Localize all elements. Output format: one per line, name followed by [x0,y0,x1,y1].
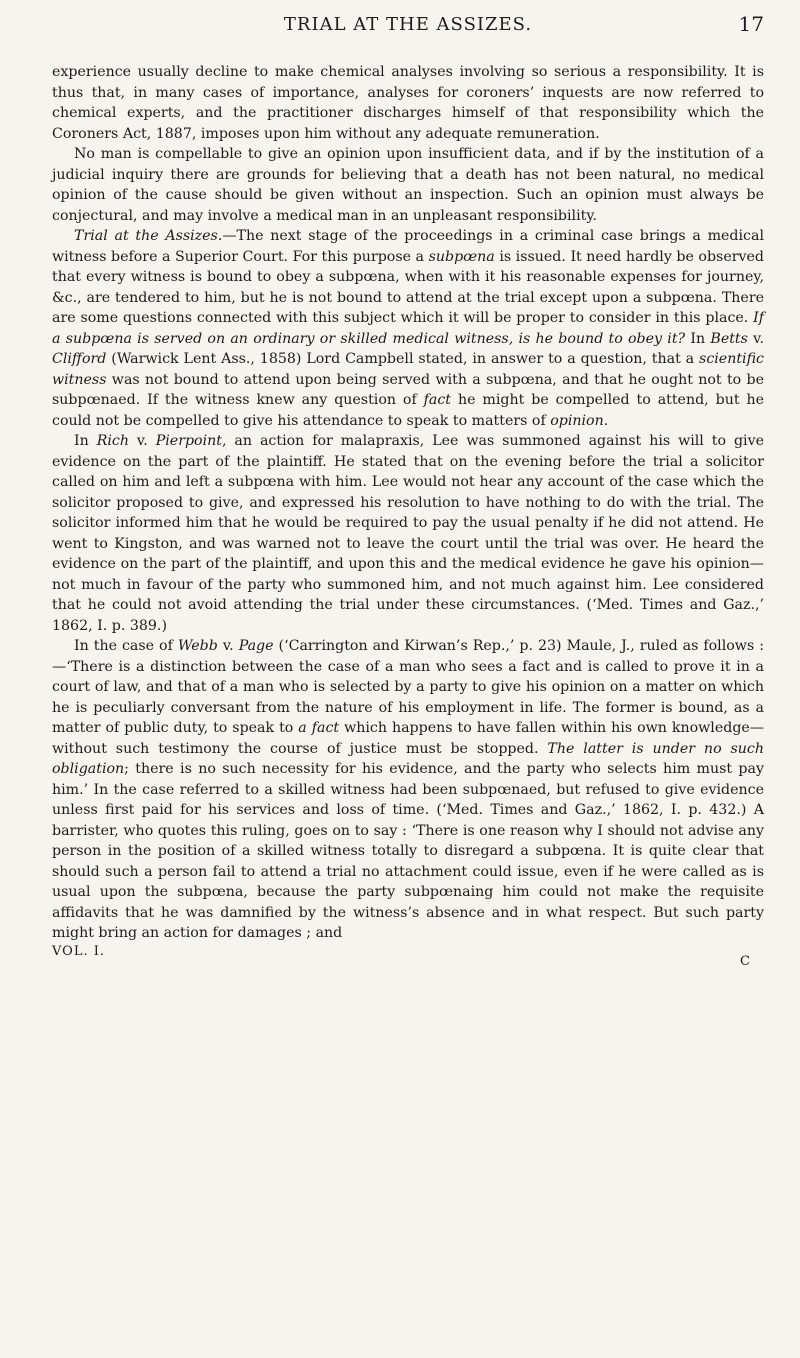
paragraph-5 [52,636,764,944]
term-fact: fact [423,392,452,408]
case-name: Page [238,638,274,654]
term-scientific-witness: scientific witness [52,351,764,388]
text: he might be compelled to attend, but he could not be compelled to give his attendance to speak to matters of [52,392,764,429]
case-name: Pierpoint [155,433,222,449]
running-head: TRIAL AT THE ASSIZES. [283,14,533,35]
case-name: Rich [96,433,129,449]
page-footer [52,943,764,986]
paragraph-3 [52,226,764,431]
text: was not bound to attend upon being served with a subpœna, and that he ought not to be subpœnaed. If the witness knew any question of [52,371,764,408]
text: v. [747,330,764,347]
page [52,0,764,986]
signature-mark: C [740,953,750,969]
question: If a subpœna is served on an ordinary or skilled medical witness, is he bound to obey it? [52,310,764,347]
text: v. [129,433,156,449]
text: In [74,433,97,449]
text: , an action for malapraxis, Lee was summoned against his will to give evidence on the part of the plaintiff. He stated that on the evening before the trial a solicitor called on him and left a subpœna with him. Lee would not hear any account of the case which the solicitor proposed to give, and expressed his resolution to have nothing to do with the trial. The solicitor informed him that he would be required to pay the usual penalty if he did not attend. He went to Kingston, and was warned not to leave the court until the trial was over. He heard the evidence on the part of the plaintiff, and upon this and the medical evidence he gave his opinion—not much in favour of the party who summoned him, and not much against him. Lee considered that he could not avoid attending the trial under these circumstances. (‘Med. Times and Gaz.,’ 1862, I. p. 389.) [52,433,764,634]
page-header [52,0,764,62]
text: which happens to have fallen within his own knowledge—without such testimony the course of justice must be stopped. [52,720,764,757]
paragraph-2-text: No man is compellable to give an opinion upon insufficient data, and if by the institution of a judicial inquiry there are grounds for believing that a death has not been natural, no medical opinion of the cause should be given without an inspection. Such an opinion must always be conjectural, and may involve a medical man in an unpleasant responsibility. [52,146,764,224]
text: ; there is no such necessity for his evidence, and the party who selects him must pay him.’ In the case referred to a skilled witness had been subpœnaed, but refused to give evidence unless first paid for his services and loss of time. (‘Med. Times and Gaz.,’ 1862, I. p. 432.) A barrister, who quotes this ruling, goes on to say : ‘There is one reason why I should not advise any person in the position of a skilled witness totally to disregard a subpœna. It is quite clear that should such a person fail to attend a trial no attachment could issue, even if he were called as is usual upon the subpœna, because the party subpœnaing him could not make the requisite affidavits that he was damnified by the witness’s absence and in what respect. But such party might bring an action for damages ; and [52,761,764,941]
text: In the case of [74,638,178,654]
paragraph-1-text: experience usually decline to make chemical analyses involving so serious a responsibility. It is thus that, in many cases of importance, analyses for coroners’ inquests are now referred to chemical experts, and the practitioner discharges himself of that responsibility which the Coroners Act, 1887, imposes upon him without any adequate remuneration. [52,64,764,142]
case-name: Clifford [52,351,107,367]
body-text [52,62,764,944]
section-title: Trial at the Assizes. [74,228,223,244]
paragraph-1 [52,62,764,144]
emphasis-latter: The latter is under no such obligation [52,740,765,777]
case-name: Webb [177,638,218,654]
text: . [603,412,609,429]
text: (Warwick Lent Ass., 1858) Lord Campbell stated, in answer to a question, that a [106,351,700,367]
term-a-fact: a fact [298,720,340,736]
text: In [685,330,711,347]
volume-label: VOL. I. [52,943,105,959]
text: v. [217,638,239,654]
page-number: 17 [738,12,764,36]
paragraph-2 [52,144,764,226]
text: —The next stage of the proceedings in a criminal case brings a medical witness before a Superior Court. For this purpose a [52,228,764,265]
term-subpoena: subpœna [428,248,495,265]
text: (‘Carrington and Kirwan’s Rep.,’ p. 23) Maule, J., ruled as follows :—‘There is a distinction between the case of a man who sees a fact and is called to prove it in a court of law, and that of a man who is selected by a party to give his opinion on a matter on which he is peculiarly conversant from the nature of his employment in life. The former is bound, as a matter of public duty, to speak to [52,638,765,736]
paragraph-4 [52,431,764,636]
case-name: Betts [710,330,748,347]
term-opinion: opinion [550,412,604,429]
text: is issued. It need hardly be observed that every witness is bound to obey a subpœna, when with it his reasonable expenses for journey, &c., are tendered to him, but he is not bound to attend at the trial except upon a subpœna. There are some questions connected with this subject which it will be proper to consider in this place. [52,248,764,326]
